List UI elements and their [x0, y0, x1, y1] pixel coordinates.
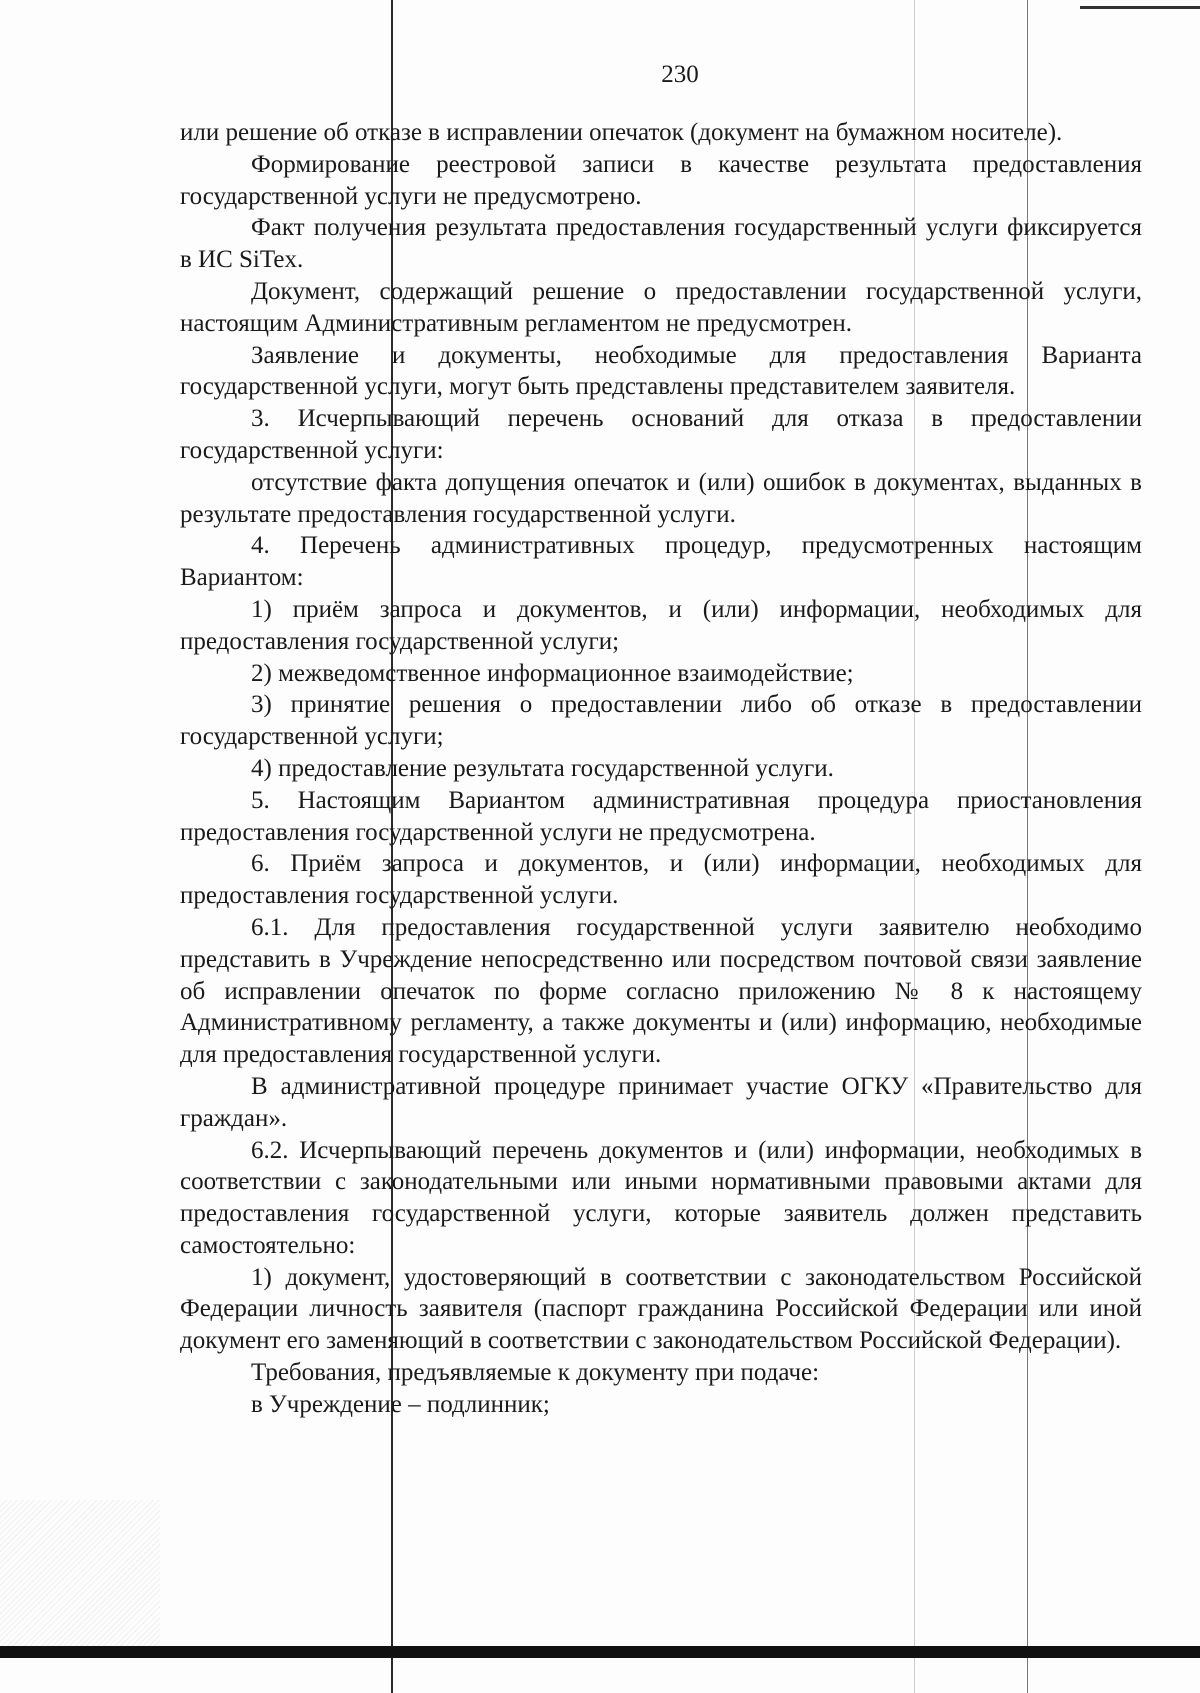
scan-artifact-line [1080, 6, 1200, 9]
list-item: 1) приём запроса и документов, и (или) информации, необходимых для предоставления государственной услуги; [180, 595, 1142, 655]
page-number: 230 [661, 61, 699, 88]
paragraph: 6.1. Для предоставления государственной услуги заявителю необходимо представить в Учреждение непосредственно или посредством почтовой связи заявление об исправлении опечаток по форме согласно приложению № 8 к настоящему Административному регламенту, а также документы и (или) информацию, необходимые для предоставления государственной услуги. [180, 913, 1142, 1069]
paragraph: Формирование реестровой записи в качестве результата предоставления государственной услуги не предусмотрено. [180, 150, 1142, 210]
paragraph: 3. Исчерпывающий перечень оснований для отказа в предоставлении государственной услуги: [180, 405, 1142, 464]
paragraph: Документ, содержащий решение о предоставлении государственной услуги, настоящим Административным регламентом не предусмотрен. [180, 277, 1142, 337]
paragraph: 6. Приём запроса и документов, и (или) информации, необходимых для предоставления государственной услуги. [180, 850, 1142, 910]
paragraph: 4. Перечень административных процедур, предусмотренных настоящим Вариантом: [180, 532, 1142, 592]
paragraph: или решение об отказе в исправлении опечаток (документ на бумажном носителе). [180, 119, 1063, 146]
document-body [180, 117, 1142, 1421]
paragraph: Заявление и документы, необходимые для предоставления Варианта государственной услуги, могут быть представлены представителем заявителя. [180, 341, 1142, 401]
list-item: 4) предоставление результата государственной услуги. [251, 754, 834, 782]
list-item: 3) принятие решения о предоставлении либо об отказе в предоставлении государственной услуги; [180, 691, 1142, 751]
paragraph: Факт получения результата предоставления государственный услуги фиксируется в ИС SiTex. [180, 214, 1142, 274]
list-item: 1) документ, удостоверяющий в соответствии с законодательством Российской Федерации личность заявителя (паспорт гражданина Российской Федерации или иной документ его заменяющий в соответствии с законодательством Российской Федерации). [180, 1263, 1142, 1355]
scan-artifact-speckle [0, 1500, 160, 1646]
list-item: 2) межведомственное информационное взаимодействие; [251, 659, 854, 687]
paragraph: 5. Настоящим Вариантом административная процедура приостановления предоставления государственной услуги не предусмотрена. [180, 786, 1142, 846]
scan-artifact-bottom-edge [0, 1646, 1200, 1658]
paragraph: В административной процедуре принимает участие ОГКУ «Правительство для граждан». [180, 1072, 1142, 1132]
paragraph: отсутствие факта допущения опечаток и (или) ошибок в документах, выданных в результате предоставления государственной услуги. [180, 468, 1142, 528]
paragraph: Требования, предъявляемые к документу при подаче: [251, 1359, 820, 1387]
paragraph: 6.2. Исчерпывающий перечень документов и (или) информации, необходимых в соответствии с законодательными или иными нормативными правовыми актами для предоставления государственной услуги, которые заявитель должен представить самостоятельно: [180, 1136, 1142, 1259]
paragraph: в Учреждение – подлинник; [251, 1390, 550, 1418]
